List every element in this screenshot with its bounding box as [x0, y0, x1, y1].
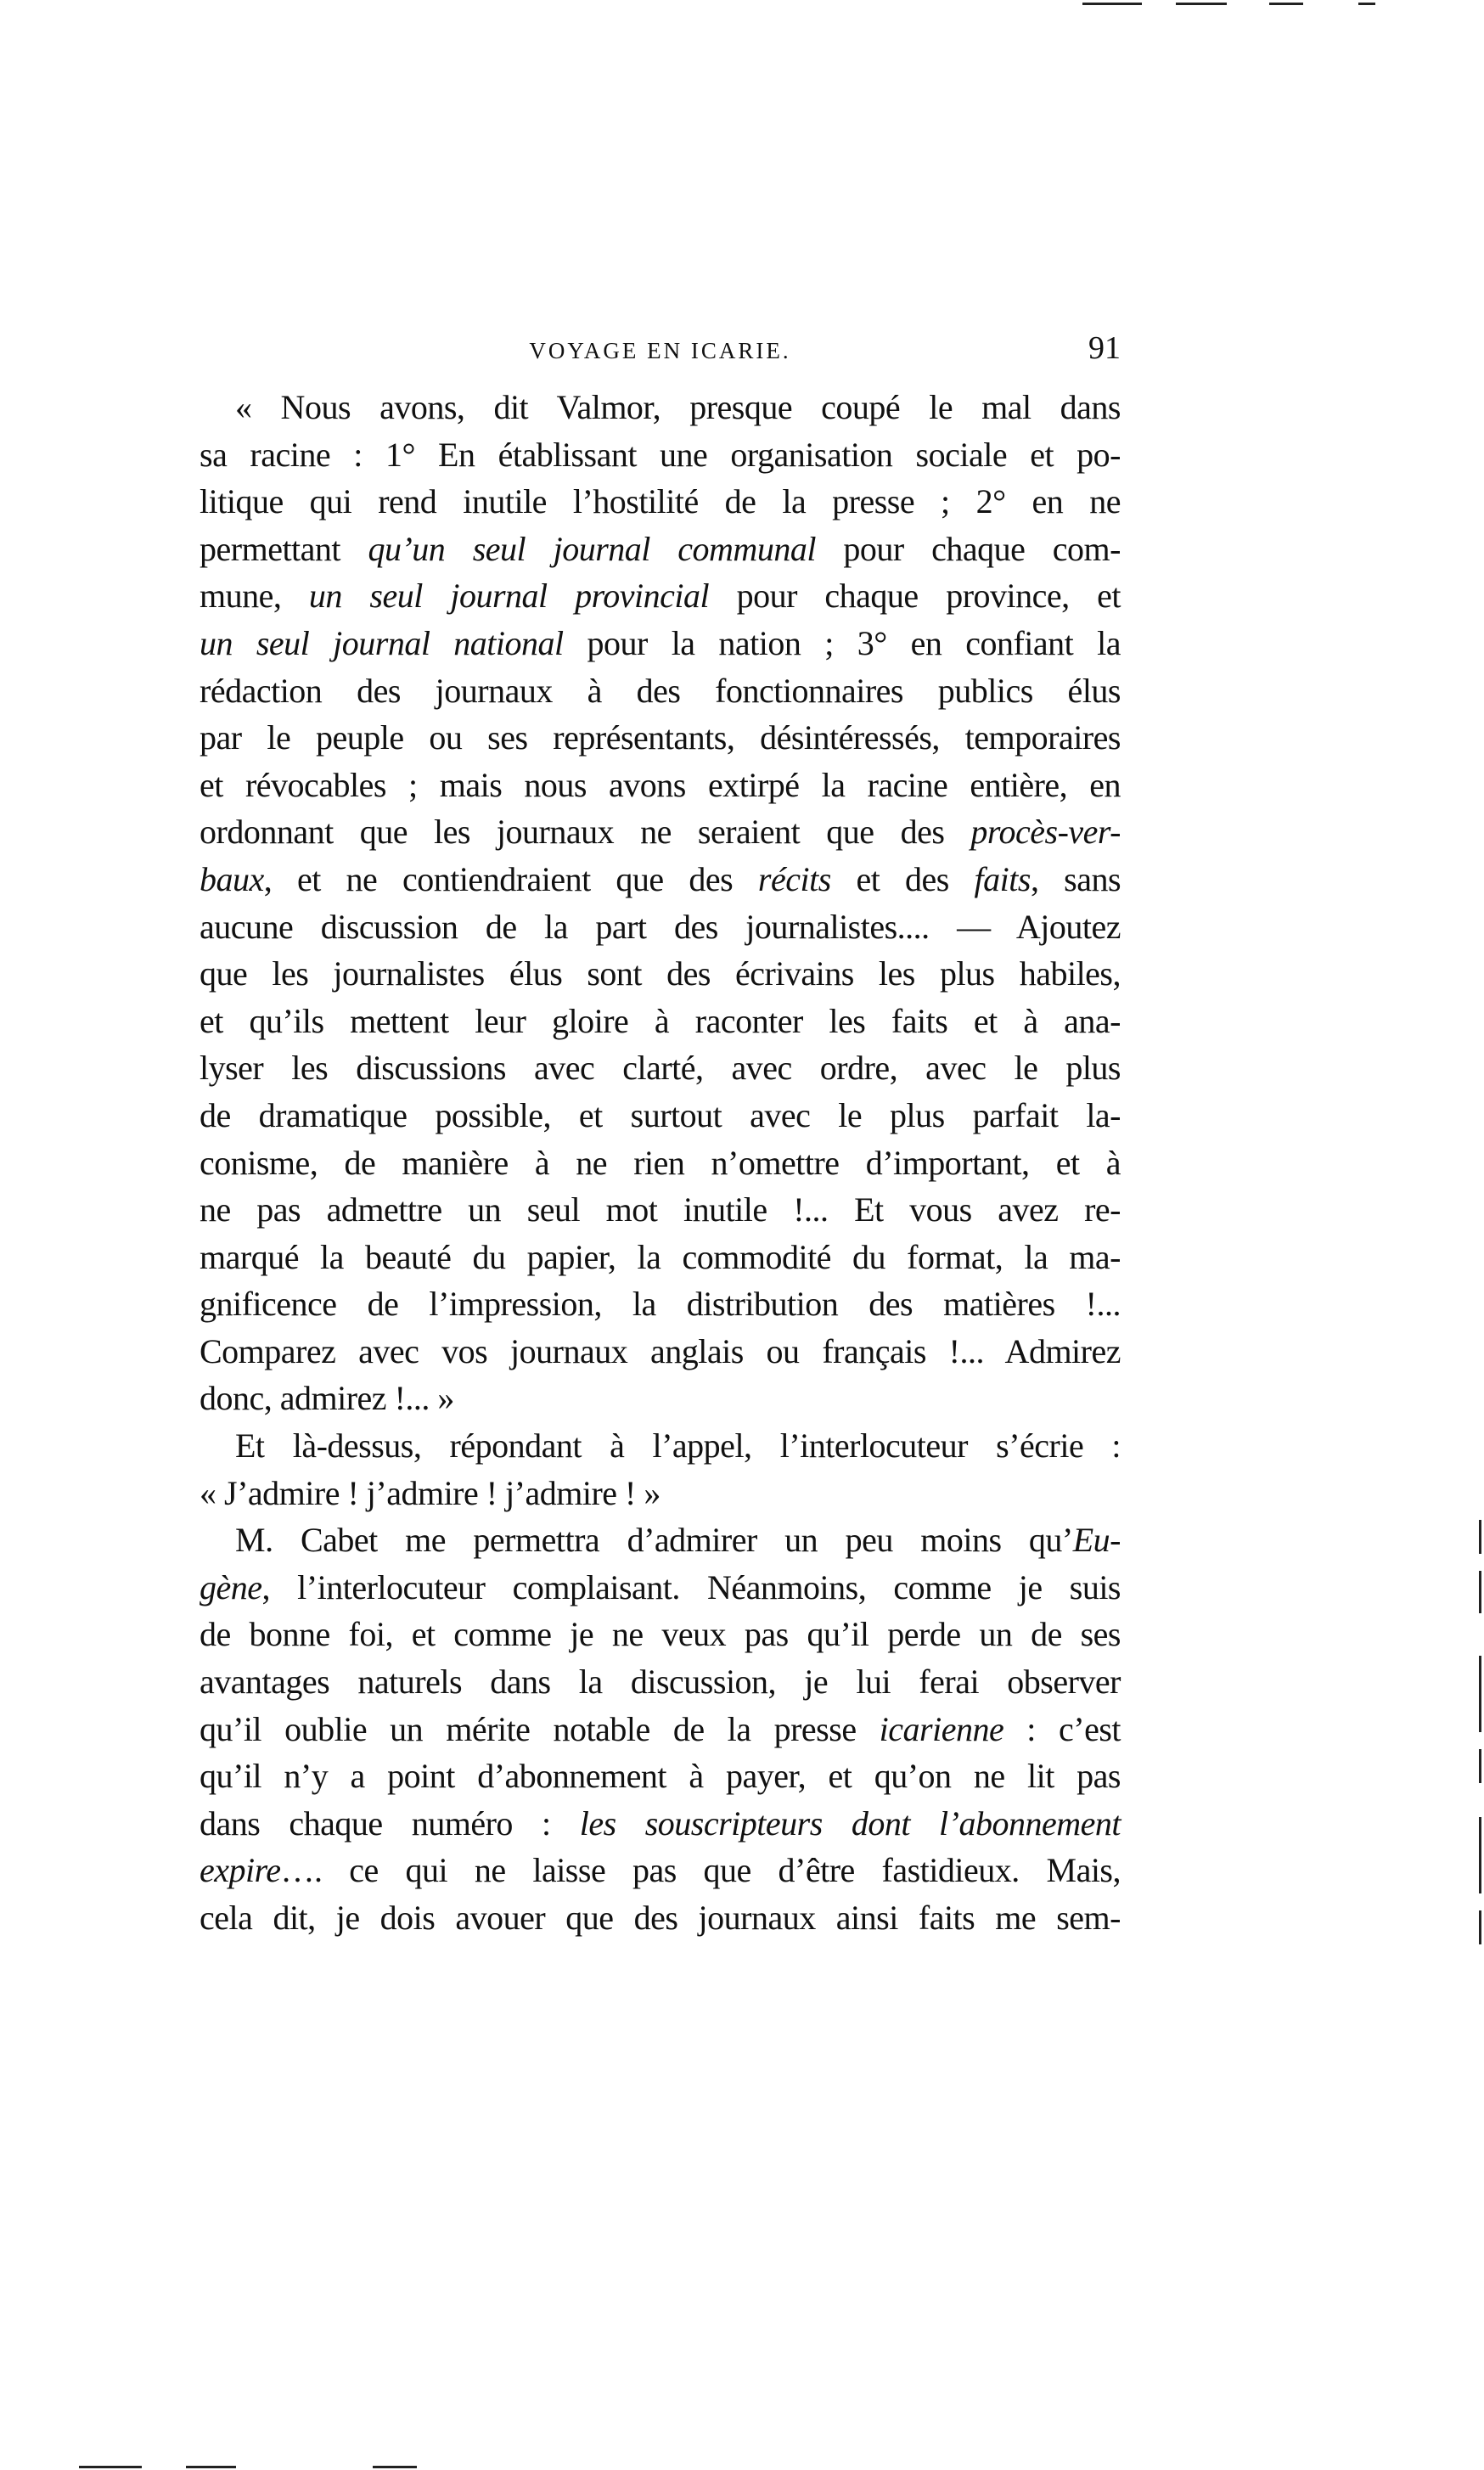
text-run: pour chaque province, et [709, 577, 1121, 616]
text-run: ne pas admettre un seul mot inutile !... Et vous avez re- [200, 1190, 1121, 1229]
scan-mark [1176, 3, 1227, 5]
text-run: , l’interlocuteur complaisant. Néanmoins, comme je suis [261, 1567, 1121, 1606]
text-line [200, 1092, 1121, 1139]
text-run: marqué la beauté du papier, la commodité du format, la ma- [200, 1237, 1121, 1276]
text-line [200, 1611, 1121, 1658]
text-line [200, 903, 1121, 951]
text-run: pour la nation ; 3° en confiant la [563, 623, 1121, 662]
text-run: et qu’ils mettent leur gloire à raconter les faits et à ana- [200, 1001, 1121, 1040]
text-line [200, 1328, 1121, 1376]
text-run: lyser les discussions avec clarté, avec ordre, avec le plus [200, 1049, 1121, 1088]
italic-text: qu’un seul journal communal [368, 529, 816, 568]
text-line [200, 1753, 1121, 1800]
scan-mark [1358, 3, 1375, 5]
text-run: cela dit, je dois avouer que des journaux ainsi faits me sem- [200, 1899, 1121, 1937]
italic-text: les souscripteurs dont l’abonnement [579, 1803, 1121, 1843]
text-run: « Nous avons, dit Valmor, presque coupé le mal dans [235, 388, 1121, 426]
text-line [200, 1234, 1121, 1281]
scan-mark [373, 2466, 417, 2468]
text-run: donc, admirez !... » [200, 1379, 454, 1418]
text-line [200, 1894, 1121, 1942]
text-run: ordonnant que les journaux ne seraient que des [200, 813, 971, 852]
text-run: M. Cabet me permettra d’admirer un peu moins qu’ [235, 1521, 1073, 1560]
text-run: qu’il oublie un mérite notable de la presse [200, 1709, 880, 1748]
text-run: aucune discussion de la part des journalistes.... — Ajoutez [200, 907, 1121, 946]
scan-mark [1479, 1817, 1481, 1893]
text-line [200, 1564, 1121, 1612]
text-run: rédaction des journaux à des fonctionnaires publics élus [200, 671, 1121, 710]
text-line [200, 1422, 1121, 1470]
text-line [200, 572, 1121, 620]
scan-mark [1479, 1571, 1481, 1613]
text-line [200, 762, 1121, 809]
text-line [200, 526, 1121, 573]
text-run: avantages naturels dans la discussion, je lui ferai observer [200, 1663, 1121, 1702]
scan-mark [1269, 3, 1303, 5]
text-run: et révocables ; mais nous avons extirpé la racine entière, en [200, 765, 1121, 804]
text-run: de dramatique possible, et surtout avec le plus parfait la- [200, 1095, 1121, 1134]
running-title: VOYAGE EN ICARIE. [529, 338, 791, 363]
text-run: et des [830, 859, 975, 898]
text-line [200, 1706, 1121, 1753]
page-number: 91 [1088, 330, 1121, 366]
text-line [200, 1516, 1121, 1564]
text-run: « J’admire ! j’admire ! j’admire ! » [200, 1473, 660, 1512]
text-run: dans chaque numéro : [200, 1803, 580, 1843]
italic-text: baux [200, 859, 264, 898]
text-run: Et là-dessus, répondant à l’appel, l’interlocuteur s’écrie : [235, 1426, 1121, 1466]
text-line [200, 950, 1121, 998]
text-line [200, 1044, 1121, 1092]
text-run: par le peuple ou ses représentants, désintéressés, temporaires [200, 718, 1121, 757]
text-line [200, 808, 1121, 856]
scan-mark [1479, 1749, 1481, 1783]
italic-text: Eu- [1072, 1521, 1121, 1560]
page-body-text [200, 384, 1121, 1942]
text-run: de bonne foi, et comme je ne veux pas qu’il perde un de ses [200, 1615, 1121, 1654]
scan-mark [1479, 1656, 1481, 1732]
text-line [200, 714, 1121, 762]
text-run: Comparez avec vos journaux anglais ou français !... Admirez [200, 1331, 1121, 1370]
text-run: que les journalistes élus sont des écrivains les plus habiles, [200, 954, 1121, 993]
text-line [200, 667, 1121, 715]
text-run: sa racine : 1° En établissant une organisation sociale et po- [200, 435, 1121, 474]
italic-text: icarienne [879, 1709, 1004, 1748]
text-line [200, 1847, 1121, 1894]
text-run: …. ce qui ne laisse pas que d’être fastidieux. Mais, [280, 1851, 1121, 1890]
text-run: conisme, de manière à ne rien n’omettre d’important, et à [200, 1143, 1121, 1182]
text-run: , sans [1030, 859, 1121, 898]
scan-mark [1479, 1910, 1481, 1944]
text-line [200, 1800, 1121, 1848]
text-line [200, 478, 1121, 526]
scan-mark [1082, 3, 1142, 5]
text-run: , et ne contiendraient que des [263, 859, 758, 898]
text-line [200, 431, 1121, 479]
text-run: qu’il n’y a point d’abonnement à payer, et qu’on ne lit pas [200, 1757, 1121, 1796]
text-line [200, 384, 1121, 431]
italic-text: récits [757, 859, 831, 898]
running-head [200, 329, 1121, 372]
scan-mark [79, 2466, 142, 2468]
text-line [200, 1470, 1121, 1517]
text-run: permettant [200, 529, 368, 568]
italic-text: un seul journal provincial [308, 577, 710, 616]
italic-text: procès-ver- [970, 813, 1121, 852]
text-line [200, 856, 1121, 903]
text-run: : c’est [1003, 1709, 1121, 1748]
italic-text: gène [200, 1567, 262, 1606]
text-line [200, 1139, 1121, 1187]
text-line [200, 1658, 1121, 1706]
text-line [200, 620, 1121, 667]
text-run: mune, [200, 577, 309, 616]
text-run: litique qui rend inutile l’hostilité de la presse ; 2° en ne [200, 482, 1121, 521]
text-line [200, 1186, 1121, 1234]
italic-text: expire [200, 1851, 281, 1890]
italic-text: faits [974, 859, 1031, 898]
scan-mark [1479, 1520, 1481, 1554]
scan-mark [186, 2466, 236, 2468]
text-line [200, 998, 1121, 1045]
text-line [200, 1375, 1121, 1422]
text-run: gnificence de l’impression, la distribution des matières !... [200, 1285, 1121, 1324]
text-run: pour chaque com- [815, 529, 1121, 568]
italic-text: un seul journal national [200, 623, 564, 662]
text-line [200, 1280, 1121, 1328]
